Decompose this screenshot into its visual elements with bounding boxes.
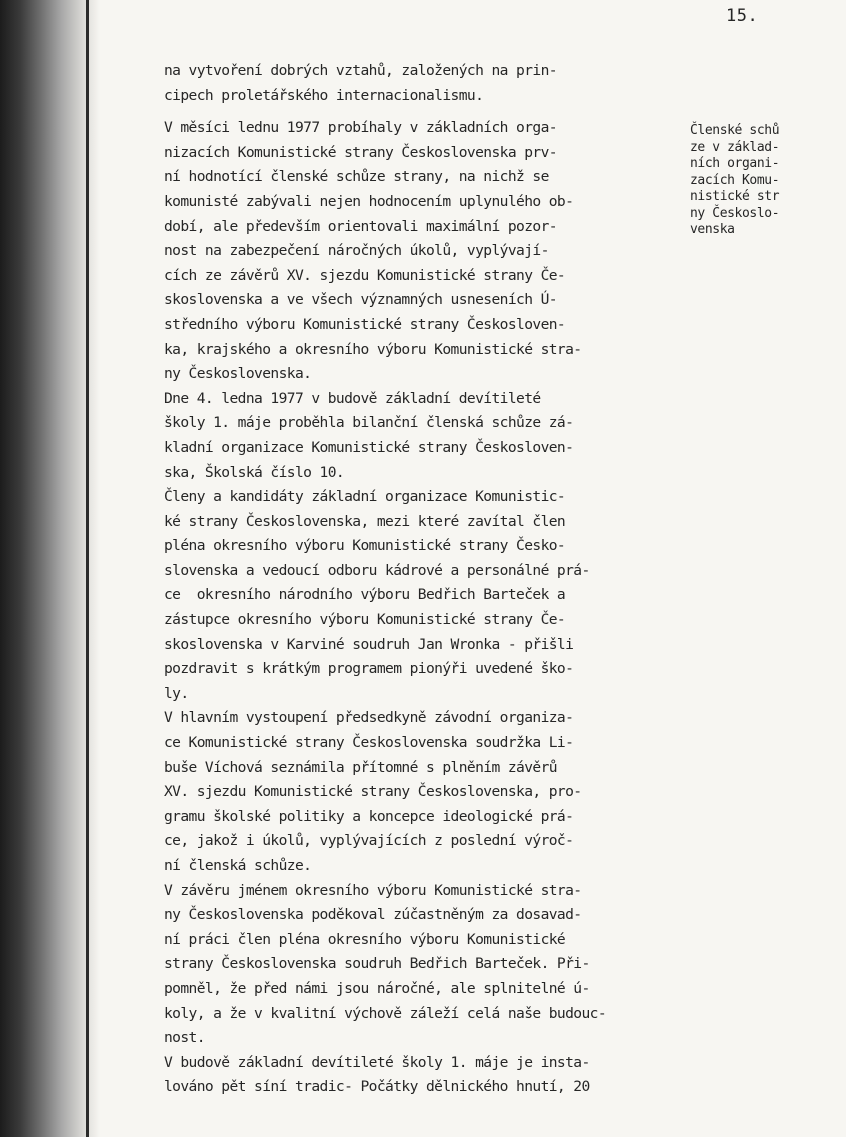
page-binding-shadow [0,0,100,1137]
body-line: koly, a že v kvalitní výchově záleží celá naše budouc- [164,1004,607,1022]
body-line: ny Československa. [164,365,312,383]
body-line: ce Komunistické strany Československa soudržka Li- [164,734,574,752]
paragraph-gap [164,108,684,116]
body-line: kladní organizace Komunistické strany Českosloven- [164,438,574,456]
page-number: 15. [726,6,759,26]
margin-note-line: nistické str [690,189,780,204]
body-line: XV. sjezdu Komunistické strany Československa, pro- [164,783,582,801]
body-line: Dne 4. ledna 1977 v budově základní devítileté [164,389,541,407]
body-line: lováno pět síní tradic- Počátky dělnického hnutí, 20 [164,1078,590,1096]
body-text [164,59,684,1100]
body-line: na vytvoření dobrých vztahů, založených na prin- [164,62,557,79]
body-line: pomněl, že před námi jsou náročné, ale splnitelné ú- [164,979,590,997]
margin-note-line: ních organi- [690,156,780,171]
body-line: Členy a kandidáty základní organizace Komunistic- [164,488,566,506]
body-line: zástupce okresního výboru Komunistické strany Če- [164,611,566,629]
margin-note-line: ze v základ- [690,139,780,155]
body-line: nost na zabezpečení náročných úkolů, vyplývají- [164,242,549,260]
margin-note [690,123,840,239]
body-line: nost. [164,1029,205,1047]
body-line: gramu školské politiky a koncepce ideologické prá- [164,807,574,825]
body-line: skoslovenska v Karviné soudruh Jan Wronka - přišli [164,635,574,653]
body-line: V měsíci lednu 1977 probíhaly v základních orga- [164,119,557,137]
body-line: skoslovenska a ve všech významných usneseních Ú- [164,291,557,309]
body-line: ní členská schůze. [164,857,312,874]
page-binding-edge [86,0,89,1137]
body-line: dobí, ale především orientovali maximální pozor- [164,217,557,235]
body-line: V budově základní devítileté školy 1. máje je insta- [164,1053,590,1071]
body-line: V hlavním vystoupení předsedkyně závodní organiza- [164,709,574,727]
body-line: ny Československa poděkoval zúčastněným za dosavad- [164,906,582,924]
body-line: slovenska a vedoucí odboru kádrové a personálné prá- [164,561,590,579]
margin-note-line: zacích Komu- [690,172,780,188]
body-line: nizacích Komunistické strany Československa prv- [164,143,557,161]
body-line: školy 1. máje proběhla bilanční členská schůze zá- [164,414,574,432]
body-line: středního výboru Komunistické strany Českosloven- [164,315,566,333]
body-line: ní hodnotící členské schůze strany, na nichž se [164,168,549,186]
body-line: ké strany Československa, mezi které zavítal člen [164,512,566,530]
body-line: ce okresního národního výboru Bedřich Barteček a [164,586,566,604]
body-line: cipech proletářského internacionalismu. [164,86,484,104]
body-line: ly. [164,684,189,702]
body-line: ska, Školská číslo 10. [164,463,345,481]
body-line: pozdravit s krátkým programem pionýři uvedené ško- [164,660,574,678]
body-line: pléna okresního výboru Komunistické strany Česko- [164,537,566,555]
body-line: ce, jakož i úkolů, vyplývajících z poslední výroč- [164,832,574,850]
margin-note-line: ny Českoslo- [690,205,780,221]
body-line: buše Víchová seznámila přítomné s plněním závěrů [164,758,557,776]
body-line: ní práci člen pléna okresního výboru Komunistické [164,930,566,948]
body-line: komunisté zabývali nejen hodnocením uplynulého ob- [164,192,574,210]
body-line: strany Československa soudruh Bedřich Barteček. Při- [164,955,590,973]
margin-note-line: Členské schů [690,123,780,138]
body-line: cích ze závěrů XV. sjezdu Komunistické strany Če- [164,266,566,284]
body-line: V závěru jménem okresního výboru Komunistické stra- [164,881,582,899]
margin-note-line: venska [690,222,735,237]
body-line: ka, krajského a okresního výboru Komunistické stra- [164,340,582,358]
